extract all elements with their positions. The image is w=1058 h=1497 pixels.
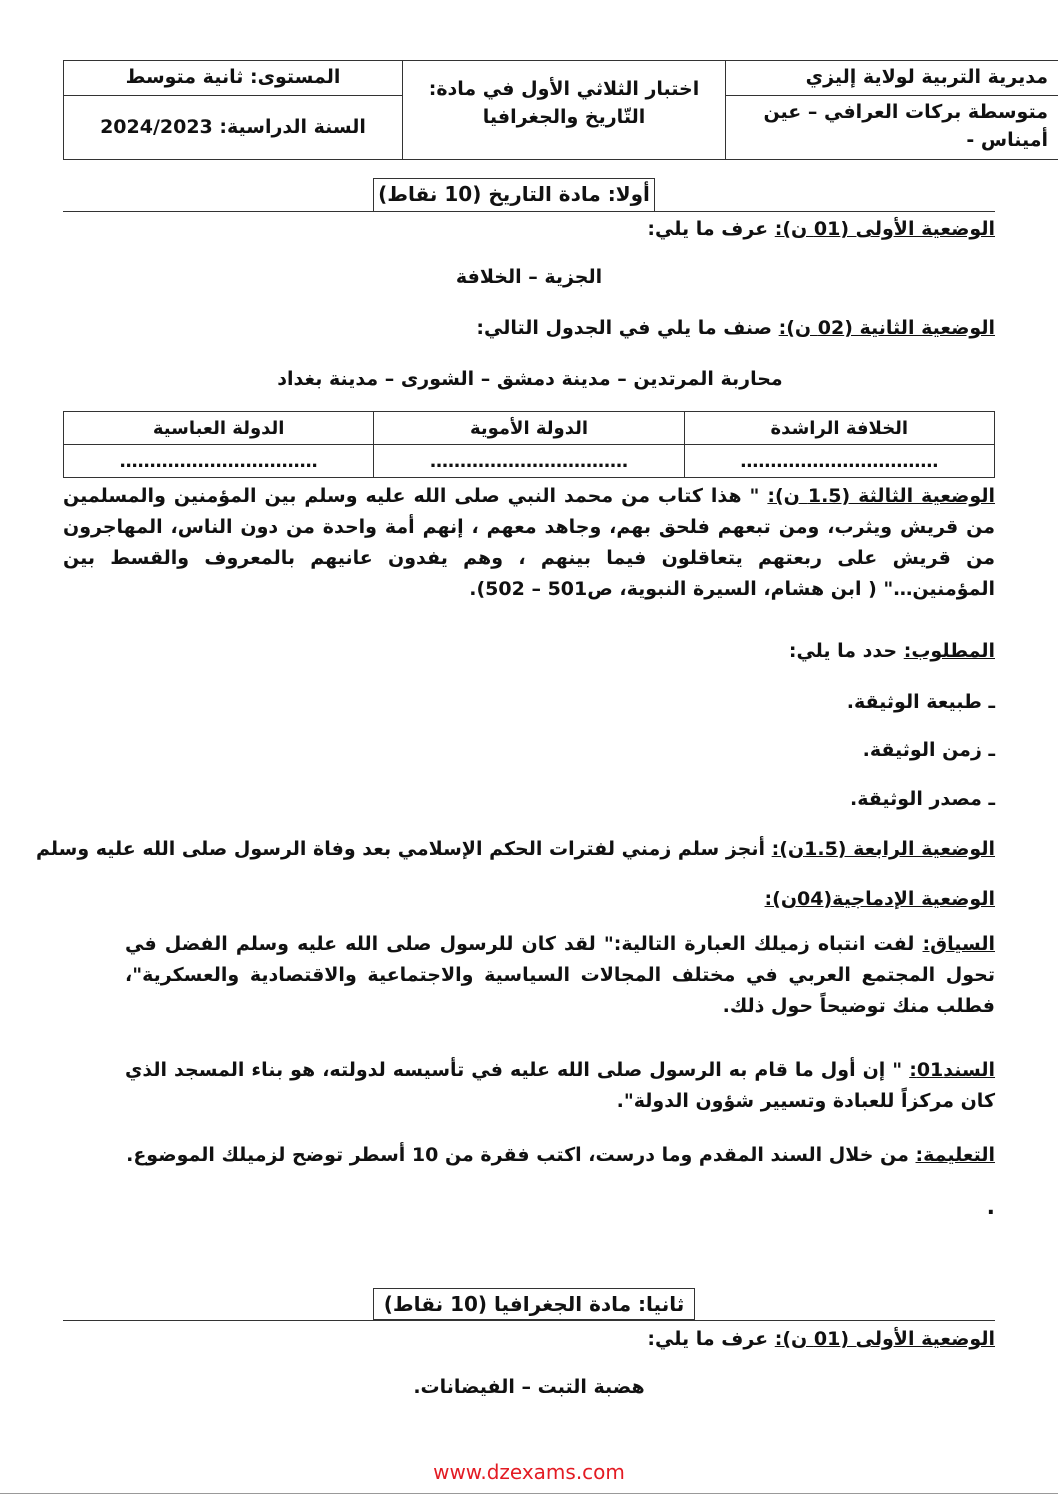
integrative-instruction bbox=[126, 1140, 995, 1170]
table-blank-rashidun[interactable]: …………………………… bbox=[684, 445, 994, 478]
exam-title-cell bbox=[403, 61, 726, 160]
history-section-title: أولا: مادة التاريخ (10 نقاط) bbox=[373, 178, 655, 212]
history-q2-items: محاربة المرتدين – مدينة دمشق – الشورى – مدينة بغداد bbox=[277, 368, 783, 390]
classification-table bbox=[63, 411, 995, 478]
exam-title: اختبار الثلاثي الأول في مادة: bbox=[428, 78, 700, 100]
history-q1-title: الوضعية الأولى (01 ن): bbox=[774, 218, 995, 240]
history-q4-title: الوضعية الرابعة (1.5ن): bbox=[771, 838, 995, 860]
history-q3-text: " هذا كتاب من محمد النبي صلى الله عليه وسلم بين المؤمنين والمسلمين من قريش ويثرب، ومن تبعهم فلحق بهم، وجاهد معهم ، إنهم أمة واحدة من دون الناس، المهاجرون من قريش على ربعتهم يتعاقلون فيما بينهم ، وهم يفدون عانيهم بالمعروف والقسط بين المؤمنين…" ( ابن هشام، السيرة النبوية، ص501 – 502). bbox=[63, 485, 995, 600]
history-q3-item-source: ـ مصدر الوثيقة. bbox=[850, 788, 995, 810]
history-q2-title: الوضعية الثانية (02 ن): bbox=[778, 317, 995, 339]
table-blank-umayyad[interactable]: …………………………… bbox=[374, 445, 684, 478]
integrative-document bbox=[125, 1055, 995, 1117]
history-q1-terms: الجزية – الخلافة bbox=[455, 266, 603, 288]
geography-section-rule bbox=[63, 1320, 995, 1321]
integrative-doc-text: " إن أول ما قام به الرسول صلى الله عليه في تأسيسه لدولته، هو بناء المسجد الذي كان مركزاً للعبادة وتسيير شؤون الدولة". bbox=[125, 1059, 995, 1112]
table-header-umayyad: الدولة الأموية bbox=[374, 412, 684, 445]
school-name: متوسطة بركات العرافي – عين أميناس - bbox=[763, 100, 1048, 151]
history-q3-required-label: المطلوب: bbox=[903, 640, 995, 662]
history-q3-required bbox=[789, 636, 995, 666]
level-cell bbox=[64, 61, 403, 96]
history-q2-heading bbox=[476, 313, 995, 343]
table-header-rashidun: الخلافة الراشدة bbox=[684, 412, 994, 445]
level-label: المستوى: ثانية متوسط bbox=[125, 66, 341, 88]
table-header-abbasid: الدولة العباسية bbox=[64, 412, 374, 445]
stray-dot: . bbox=[986, 1195, 995, 1220]
geography-q1-terms: هضبة التبت – الفيضانات. bbox=[413, 1376, 645, 1398]
integrative-context-label: السياق: bbox=[922, 933, 995, 955]
footer-url[interactable]: www.dzexams.com bbox=[433, 1460, 625, 1484]
history-q3-required-text: حدد ما يلي: bbox=[788, 640, 898, 662]
header-table bbox=[63, 60, 1058, 160]
directorate-name: مديرية التربية لولاية إليزي bbox=[805, 66, 1048, 88]
geography-q1-heading bbox=[647, 1324, 995, 1354]
history-q1-heading bbox=[647, 214, 995, 244]
history-section-rule bbox=[63, 211, 995, 212]
history-q3-item-nature: ـ طبيعة الوثيقة. bbox=[846, 691, 995, 713]
history-q2-instruction: صنف ما يلي في الجدول التالي: bbox=[476, 317, 772, 339]
school-cell bbox=[726, 95, 1058, 159]
history-q3-title: الوضعية الثالثة (1.5 ن): bbox=[767, 485, 995, 507]
history-q4-text: أنجز سلم زمني لفترات الحكم الإسلامي بعد وفاة الرسول صلى الله عليه وسلم bbox=[35, 838, 765, 860]
integrative-heading bbox=[765, 884, 995, 914]
history-q3-item-time: ـ زمن الوثيقة. bbox=[862, 739, 995, 761]
history-q4-heading bbox=[36, 834, 995, 864]
integrative-instruction-text: من خلال السند المقدم وما درست، اكتب فقرة من 10 أسطر توضح لزميلك الموضوع. bbox=[126, 1144, 909, 1166]
geography-q1-instruction: عرف ما يلي: bbox=[647, 1328, 769, 1350]
school-year: السنة الدراسية: 2024/2023 bbox=[100, 116, 366, 139]
year-cell bbox=[64, 95, 403, 159]
integrative-instruction-label: التعليمة: bbox=[915, 1144, 995, 1166]
integrative-doc-label: السند01: bbox=[909, 1059, 995, 1081]
integrative-context-text: لفت انتباه زميلك العبارة التالية:" لقد كان للرسول صلى الله عليه وسلم الفضل في تحول المجتمع العربي في مختلف المجالات السياسية والاجتماعية والاقتصادية والعسكرية"، فطلب منك توضيحاً حول ذلك. bbox=[125, 933, 995, 1017]
table-blank-abbasid[interactable]: …………………………… bbox=[64, 445, 374, 478]
history-q1-instruction: عرف ما يلي: bbox=[647, 218, 769, 240]
history-q3-paragraph bbox=[63, 481, 995, 605]
directorate-cell bbox=[726, 61, 1058, 96]
exam-subject: التّاريخ والجغرافيا bbox=[482, 106, 646, 128]
integrative-context bbox=[125, 929, 995, 1022]
integrative-title: الوضعية الإدماجية(04ن): bbox=[764, 888, 995, 910]
geography-q1-title: الوضعية الأولى (01 ن): bbox=[774, 1328, 995, 1350]
geography-section-title: ثانيا: مادة الجغرافيا (10 نقاط) bbox=[373, 1288, 695, 1320]
footer-rule bbox=[0, 1493, 1058, 1494]
